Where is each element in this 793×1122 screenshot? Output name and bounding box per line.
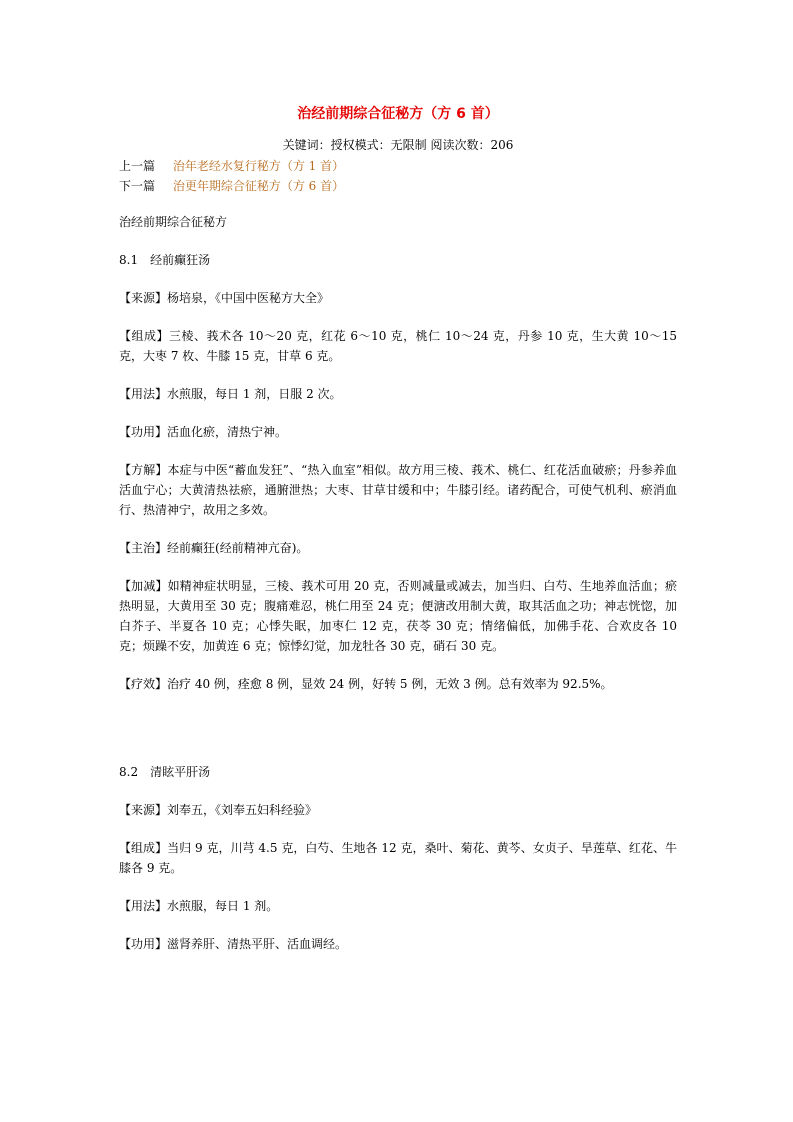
intro-heading: 治经前期综合征秘方	[119, 215, 228, 229]
function-paragraph	[119, 422, 677, 442]
next-nav	[119, 176, 677, 196]
item-tag: 【加减】	[119, 579, 168, 593]
item-text: 水煎服，每日 1 剂，日服 2 次。	[167, 387, 342, 401]
next-article-link[interactable]: 治更年期综合征秘方（方 6 首）	[172, 179, 345, 193]
source-paragraph	[119, 800, 677, 820]
item-text: 经前癫狂(经前精神亢奋)。	[167, 541, 309, 555]
source-paragraph	[119, 288, 677, 308]
item-text: 刘奉五，《刘奉五妇科经验》	[167, 803, 318, 817]
prev-nav	[119, 156, 677, 176]
composition-paragraph	[119, 326, 677, 366]
item-text: 当归 9 克，川芎 4.5 克，白芍、生地各 12 克，桑叶、菊花、黄芩、女贞子、旱莲草、红花、牛膝各 9 克。	[119, 841, 677, 875]
section-spacer	[119, 694, 677, 744]
item-tag: 【组成】	[119, 841, 168, 855]
item-tag: 【方解】	[119, 463, 168, 477]
item-tag: 【组成】	[119, 329, 169, 343]
meta-line: 关键词：授权模式：无限制 阅读次数：206	[282, 138, 514, 152]
item-text: 滋肾养肝、清热平肝、活血调经。	[167, 937, 348, 951]
section-heading: 8.1 经前癫狂汤	[119, 253, 211, 267]
section-8-1	[119, 250, 677, 694]
modification-paragraph	[119, 576, 677, 656]
item-tag: 【主治】	[119, 541, 168, 555]
item-tag: 【用法】	[119, 387, 168, 401]
item-text: 杨培泉，《中国中医秘方大全》	[167, 291, 330, 305]
section-8-2	[119, 762, 677, 954]
item-tag: 【疗效】	[119, 677, 168, 691]
item-text: 本症与中医“蓄血发狂”、“热入血室”相似。故方用三棱、莪术、桃仁、红花活血破瘀；丹参养血活血宁心；大黄清热祛瘀，通腑泄热；大枣、甘草甘缓和中；牛膝引经。诸药配合，可使气机利、瘀消血行、热清神宁，故用之多效。	[119, 463, 677, 517]
function-paragraph	[119, 934, 677, 954]
usage-paragraph	[119, 384, 677, 404]
item-text: 如精神症状明显，三棱、莪术可用 20 克，否则减量或减去，加当归、白芍、生地养血活血；瘀热明显，大黄用至 30 克；腹痛难忍，桃仁用至 24 克；便溏改用制大黄，取其活血之功；神志恍惚，加白芥子、半夏各 10 克；心悸失眠，加枣仁 12 克，茯苓 30 克；情绪偏低，加佛手花、合欢皮各 10 克；烦躁不安，加黄连 6 克；惊悸幻觉，加龙牡各 30 克，硝石 30 克。	[119, 579, 677, 653]
item-text: 三棱、莪术各 10～20 克，红花 6～10 克，桃仁 10～24 克，丹参 10 克，生大黄 10～15 克，大枣 7 枚、牛膝 15 克，甘草 6 克。	[119, 329, 677, 363]
page-title: 治经前期综合征秘方（方 6 首）	[297, 106, 499, 122]
composition-paragraph	[119, 838, 677, 878]
document-page	[119, 102, 677, 954]
efficacy-paragraph	[119, 674, 677, 694]
item-tag: 【来源】	[119, 291, 168, 305]
item-text: 水煎服，每日 1 剂。	[167, 899, 279, 913]
next-label: 下一篇	[119, 179, 156, 193]
explanation-paragraph	[119, 460, 677, 520]
item-tag: 【功用】	[119, 425, 168, 439]
item-tag: 【用法】	[119, 899, 168, 913]
indication-paragraph	[119, 538, 677, 558]
item-text: 活血化瘀，清热宁神。	[167, 425, 288, 439]
item-text: 治疗 40 例，痊愈 8 例，显效 24 例，好转 5 例，无效 3 例。总有效率为 92.5%。	[167, 677, 613, 691]
item-tag: 【功用】	[119, 937, 168, 951]
prev-label: 上一篇	[119, 159, 156, 173]
item-tag: 【来源】	[119, 803, 168, 817]
prev-article-link[interactable]: 治年老经水复行秘方（方 1 首）	[172, 159, 345, 173]
usage-paragraph	[119, 896, 677, 916]
section-heading: 8.2 清眩平肝汤	[119, 765, 211, 779]
